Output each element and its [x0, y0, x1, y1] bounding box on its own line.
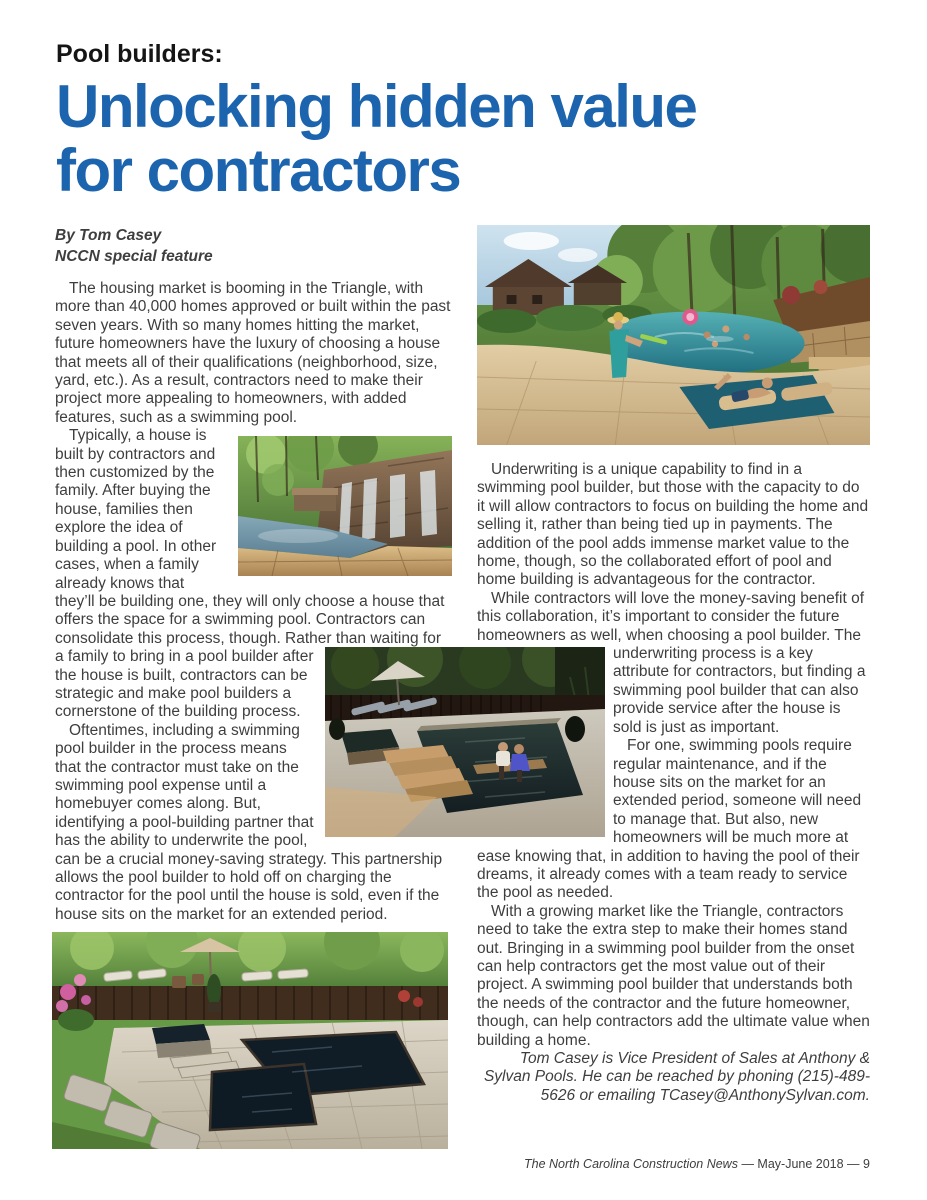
photo-backyard-geometric-pool: [52, 932, 448, 1149]
page-title: [56, 75, 871, 203]
paragraph-text: underwriting process is a key attribute for contractors, but finding a swimming pool builder that can also provide service after the house is sold is just as important.: [613, 645, 866, 736]
paragraph-text: Typically, a house is built by contractors and then customized by the family. After buying the house, families then explore the idea of building a pool. In other cases, when a family already knows that they’ll be building one, they will only choose a house that offers the space for a swimming pool. Contractors can consolidate this process, though. Rather than waiting for a family to: [55, 427, 445, 666]
photo-pool-party-illustration: [477, 225, 870, 445]
photo-pool-party: [477, 225, 870, 445]
paragraph-text: While contractors will love the money-saving benefit of this collaboration, it’s important to consider the future homeowners as well, when choosing a pool builder. The: [477, 589, 865, 644]
paragraph: Underwriting is a unique capability to find in a swimming pool builder, but those with the capacity to do it will allow contractors to focus on building the home and selling it, rather than being tied up in payments. The addition of the pool adds immense market value to the home, though, so the collaborated effort of pool and home building is advantageous for the contractor.: [477, 461, 869, 589]
author-bio: Tom Casey is Vice President of Sales at Anthony & Sylvan Pools. He can be reached by phoning (215)-489-5626 or emailing TCasey@AnthonySylvan.com.: [483, 1050, 870, 1104]
byline: [55, 225, 452, 267]
photo-evening-pool: [325, 647, 605, 837]
photo-evening-pool-illustration: [325, 647, 605, 837]
kicker: Pool builders:: [56, 40, 223, 68]
photo-backyard-geometric-pool-illustration: [52, 932, 448, 1149]
article-header: [56, 40, 871, 203]
headline-line-2: for contractors: [56, 137, 461, 204]
byline-author: By Tom Casey: [55, 227, 162, 244]
paragraph: With a growing market like the Triangle, contractors need to take the extra step to make their homes stand out. Bringing in a swimming pool builder from the onset can help contractors get the most value out of their project. A swimming pool builder that understands both the needs of the contractor and the future homeowner, though, can help contractors add the ultimate value when building a home.: [477, 902, 870, 1049]
paragraph: For one, swimming pools require regular maintenance, and if the house sits on the market for an extended period, someone will need to manage that. But also, new homeowners will be much more at ease knowing that, in addition to having the pool of their dreams, it already comes with a team ready to service the pool as needed.: [477, 737, 862, 902]
photo-waterfall-pool: [238, 436, 452, 576]
byline-feature: NCCN special feature: [55, 248, 213, 265]
paragraph: Oftentimes, including a swimming pool builder in the process means that the contractor must take on the swimming pool expense until a homebuyer comes along. But, identifying a pool-building partner that has the ability to underwrite the pool, can be a crucial money-saving strategy. This partnership allows the pool builder to hold off on charging the contractor for the pool until the house is sold, even if the house sits on the market for an extended period.: [55, 721, 443, 923]
paragraph-text: bring in a pool builder after the house is built, contractors can be strategic and make pool builders a cornerstone of the building process.: [55, 648, 314, 721]
page-footer: [524, 1156, 870, 1172]
headline-line-1: Unlocking hidden value: [56, 73, 697, 140]
publication-name: The North Carolina Construction News: [523, 1157, 738, 1171]
issue-page-number: — May-June 2018 — 9: [741, 1157, 870, 1171]
paragraph: The housing market is booming in the Triangle, with more than 40,000 homes approved or built within the past seven years. With so many homes hitting the market, future homeowners have the luxury of choosing a house that meets all of their qualifications (neighborhood, size, yard, etc.). As a result, contractors need to make their project more appealing to homeowners, with added features, such as a swimming pool.: [55, 280, 451, 426]
photo-waterfall-pool-illustration: [238, 436, 452, 576]
